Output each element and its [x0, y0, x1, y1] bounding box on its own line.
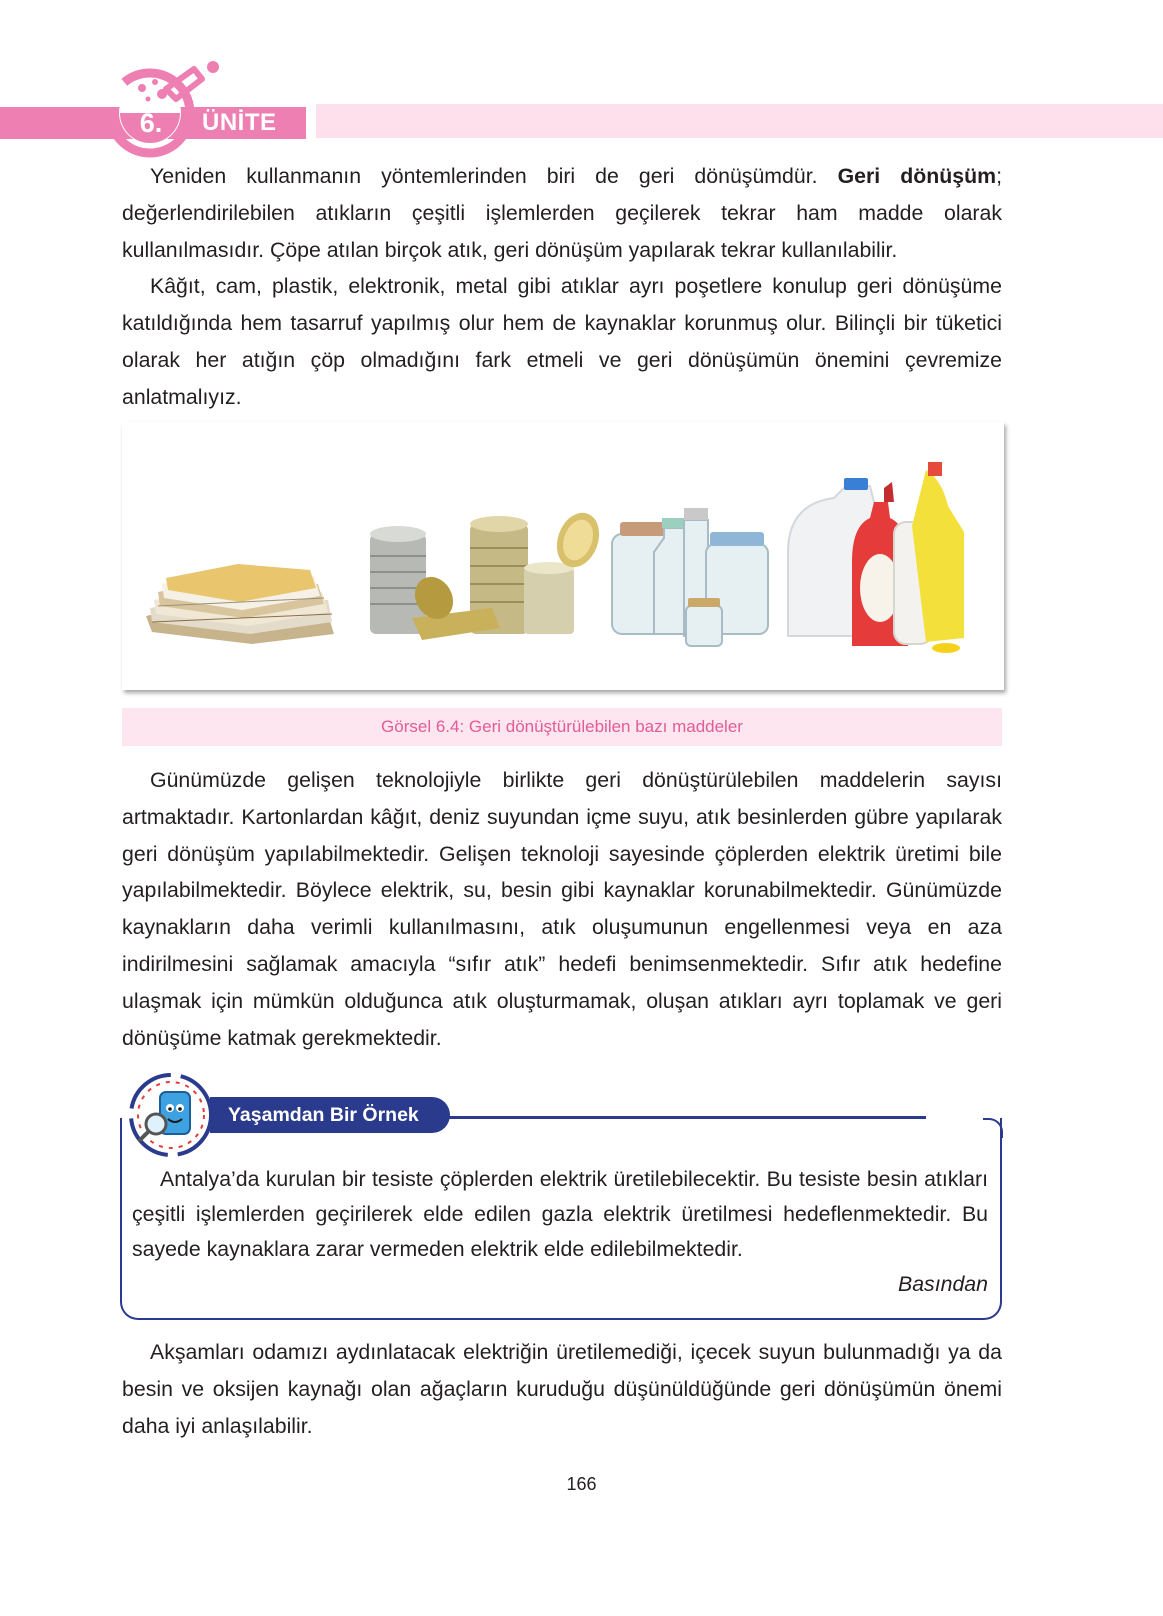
unit-label: ÜNİTE — [202, 109, 277, 136]
example-paragraph: Antalya’da kurulan bir tesiste çöplerden elektrik üretilebilecektir. Bu tesiste besin atıkları çeşitli işlemlerden geçirilerek elde edilen gazla elektrik üretilmesi hedeflenmektedir. Bu sayede kaynaklara zarar vermeden elektrik elde edilebilmektedir. — [132, 1167, 988, 1261]
closing-text — [122, 1334, 1002, 1444]
intro-p1-start: Yeniden kullanmanın yöntemlerinden biri de geri dönüşümdür. — [150, 164, 838, 188]
plastic-bottles-icon — [788, 462, 964, 653]
unit-header-bar — [316, 104, 1163, 138]
intro-p1-end: ; değerlendirilebilen atıkların çeşitli işlemlerden geçilerek tekrar ham madde olarak kullanılmasıdır. Çöpe atılan birçok atık, geri dönüşüm yapılarak tekrar kullanılabilir. — [122, 164, 1003, 262]
page-number: 166 — [566, 1474, 597, 1494]
magnifier-mascot-icon — [124, 1068, 218, 1162]
intro-paragraph-1 — [122, 158, 1002, 268]
unit-number: 6. — [139, 108, 163, 138]
example-text — [132, 1162, 988, 1267]
example-source: Basından — [898, 1272, 988, 1296]
paper-stack-icon — [146, 564, 334, 644]
intro-text — [122, 158, 1002, 416]
intro-paragraph-2: Kâğıt, cam, plastik, elektronik, metal gibi atıklar ayrı poşetlere konulup geri dönüşüme katıldığında hem tasarruf yapılmış olur hem de kaynaklar korunmuş olur. Bilinçli bir tüketici olarak her atığın çöp olmadığını fark etmeli ve geri dönüşümün önemini çevremize anlatmalıyız. — [122, 274, 1002, 409]
closing-paragraph: Akşamları odamızı aydınlatacak elektriğin üretilemediği, içecek suyun bulunmadığı ya da besin ve oksijen kaynağı olan ağaçların kuruduğu düşünüldüğünde geri dönüşümün önemi daha iyi anlaşılabilir. — [122, 1340, 1002, 1438]
term-geri-donusum: Geri dönüşüm — [837, 164, 997, 188]
recyclables-photo — [122, 422, 1004, 690]
body-paragraph-3: Günümüzde gelişen teknolojiyle birlikte geri dönüştürülebilen maddelerin sayısı artmaktadır. Kartonlardan kâğıt, deniz suyundan içme suyu, atık besinlerden gübre yapılarak geri dönüşüm yapılabilmektedir. Gelişen teknoloji sayesinde çöplerden elektrik üretimi bile yapılabilmektedir. Böylece elektrik, su, besin gibi kaynaklar korunabilmektedir. Günümüzde kaynakların daha verimli kullanılmasını, atık oluşumunun engellenmesi veya en aza indirilmesini sağlamak amacıyla “sıfır atık” hedefi benimsenmektedir. Sıfır atık hedefine ulaşmak için mümkün olduğunca atık oluşturmamak, oluşan atıkları ayrı toplamak ve geri dönüşüme katmak gerekmektedir. — [122, 768, 1002, 1050]
recyclables-illustration — [122, 422, 1004, 690]
tin-cans-icon — [370, 507, 606, 640]
example-title: Yaşamdan Bir Örnek — [210, 1097, 450, 1133]
body-text — [122, 762, 1002, 1056]
figure-caption: Görsel 6.4: Geri dönüştürülebilen bazı maddeler — [122, 708, 1002, 746]
glass-jars-icon — [612, 508, 768, 646]
